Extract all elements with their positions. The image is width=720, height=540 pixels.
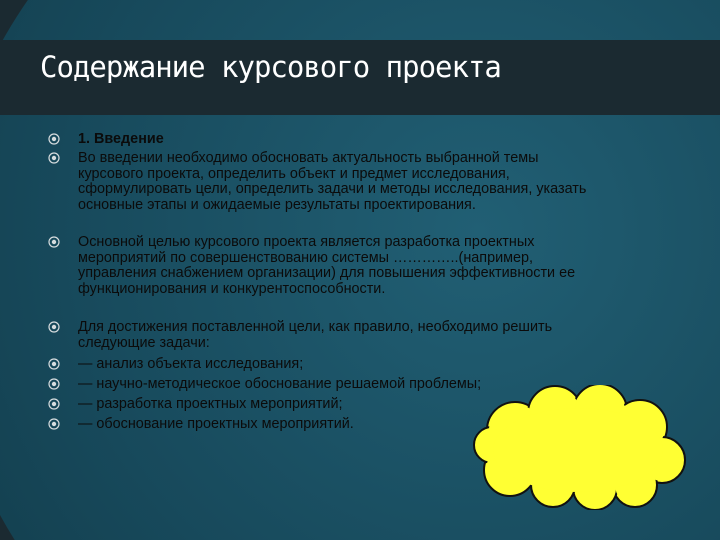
bullet-text: — обоснование проектных мероприятий.	[78, 416, 354, 432]
bullet-text: — разработка проектных мероприятий;	[78, 396, 343, 412]
bullet-text: — анализ объекта исследования;	[78, 356, 304, 372]
bullet-text: — научно-методическое обоснование решаемой проблемы;	[78, 376, 482, 392]
bullet-text: Во введении необходимо обосновать актуальность выбранной темы курсового проекта, определить объект и предмет исследования, сформулировать цели, определить задачи и методы исследования, указать основные этапы и ожидаемые результаты проектирования.	[78, 150, 587, 213]
bullet-icon	[48, 236, 60, 248]
bullet-text: 1. Введение	[78, 131, 164, 147]
bullet-icon	[48, 378, 60, 390]
bullet-text: Основной целью курсового проекта является разработка проектных мероприятий по совершенствованию системы …………..(например, управления снабжением организации) для повышения эффективности ее функционирования и конкурентоспособности.	[78, 234, 576, 297]
bullet-text: Для достижения поставленной цели, как правило, необходимо решить следующие задачи:	[78, 319, 553, 351]
cloud-shape	[470, 385, 690, 510]
bullet-icon	[48, 398, 60, 410]
slide-title: Содержание курсового проекта	[40, 50, 501, 84]
bullet-icon	[48, 133, 60, 145]
bullet-icon	[48, 418, 60, 430]
bullet-icon	[48, 358, 60, 370]
bullet-icon	[48, 152, 60, 164]
bullet-icon	[48, 321, 60, 333]
